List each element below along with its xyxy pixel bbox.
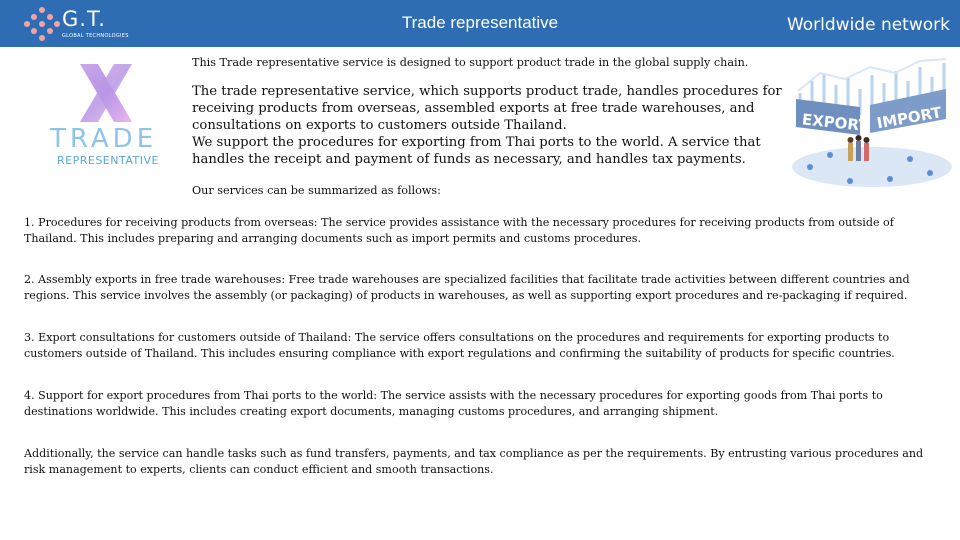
trade-word: TRADE (50, 124, 158, 154)
description-block (192, 83, 792, 168)
service-item: 2. Assembly exports in free trade warehouses: Free trade warehouses are specialized facilities that facilitate trade activities between different countries and regions. This service involves the assembly (or packaging) of products in warehouses, as well as supporting export procedures and re-packaging if required. (24, 273, 910, 302)
header-tagline: Worldwide network (786, 15, 950, 35)
description-paragraph: We support the procedures for exporting from Thai ports to the world. A service that handles the receipt and payment of funds as necessary, and handles tax payments. (192, 135, 761, 167)
representative-word: REPRESENTATIVE (57, 154, 159, 167)
header-bar (0, 0, 960, 47)
service-item: 1. Procedures for receiving products from overseas: The service provides assistance with the necessary procedures for receiving products from outside of Thailand. This includes preparing and arranging documents such as import permits and customs procedures. (24, 216, 894, 245)
logo-name: G.T. (62, 7, 106, 31)
trade-representative-logo (46, 62, 166, 170)
import-label: IMPORT (875, 103, 943, 133)
summary-heading: Our services can be summarized as follows: (192, 184, 441, 197)
intro-text: This Trade representative service is designed to support product trade in the global supply chain. (192, 56, 749, 69)
service-item: 4. Support for export procedures from Thai ports to the world: The service assists with the necessary procedures for exporting goods from Thai ports to destinations worldwide. This includes creating export documents, managing customs procedures, and arranging shipment. (24, 389, 883, 418)
logo-subtitle: GLOBAL TECHNOLOGIES (62, 33, 129, 39)
service-item: 3. Export consultations for customers outside of Thailand: The service offers consultations on the procedures and requirements for exporting products to customers outside of Thailand. This includes ensuring compliance with export regulations and confirming the suitability of products for specific countries. (24, 331, 895, 360)
description-paragraph: The trade representative service, which supports product trade, handles procedures for receiving products from overseas, assembled exports at free trade warehouses, and consultations on exports to customers outside Thailand. (192, 84, 782, 133)
export-label: EXPORT (801, 110, 870, 136)
closing-paragraph: Additionally, the service can handle tasks such as fund transfers, payments, and tax compliance as per the requirements. By entrusting various procedures and risk management to experts, clients can conduct efficient and smooth transactions. (24, 447, 924, 476)
x-mark-icon (46, 62, 166, 124)
page-title: Trade representative (401, 13, 559, 32)
export-import-illustration (790, 55, 955, 195)
people-icon (848, 135, 870, 161)
